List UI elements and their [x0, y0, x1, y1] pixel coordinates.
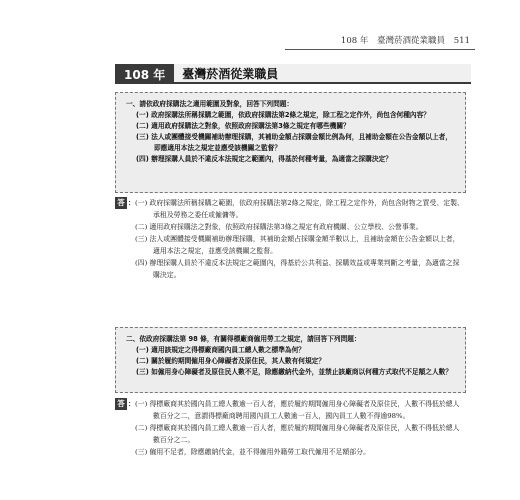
answer-item: (一) 政府採購法所稱採購之範圍，依政府採購法第2條之規定，除工程之定作外，尚包含財物之買受、定製、承租及勞務之委任或僱傭等。	[135, 199, 464, 219]
answer-badge: 答	[115, 197, 127, 209]
question-item: (一) 政府採購法所稱採購之範圍，依政府採購法第2條之規定，除工程之定作外，尚包含何種內容？	[136, 111, 430, 119]
answer-item: (三) 僱用不足者，除應繳納代金，並不得僱用外籍勞工取代僱用不足額部分。	[135, 448, 370, 456]
question-item: (四) 辦理採購人員於不違反本法規定之範圍內，得基於何種考量，為適當之採購決定？	[136, 155, 392, 163]
question-item: (三) 如僱用身心障礙者及原住民人數不足，除應繳納代金外，並禁止該廠商以何種方式取代不足額之人數？	[136, 368, 453, 376]
answer-colon: ：	[128, 399, 135, 408]
section-banner	[115, 64, 471, 84]
header-year: 108 年	[340, 36, 369, 46]
question-box-2	[115, 327, 466, 393]
answer-block-1	[115, 197, 466, 281]
answer-item: (二) 得標廠商其於國內員工總人數逾一百人者，應於履約期間僱用身心障礙者及原住民，人數不得低於總人數百分之二。	[135, 424, 460, 444]
answer-badge: 答	[115, 398, 127, 410]
question-intro: 一、請依政府採購法之適用範圍及對象，回答下列問題：	[126, 100, 294, 108]
header-rule	[285, 49, 475, 50]
question-item: (一) 適用該規定之得標廠商國內員工總人數之標準為何？	[136, 346, 305, 354]
question-item: (三) 法人或團體接受機關補助辦理採購，其補助金額占採購金額比例為何，且補助金額在公告金額以上者，即應適用本法之規定並應受該機關之監督？	[136, 133, 453, 152]
banner-year: 108 年	[115, 64, 174, 84]
running-header	[300, 34, 470, 46]
answer-item: (一) 得標廠商其於國內員工總人數逾一百人者，應於履約期間僱用身心障礙者及原住民，人數不得低於總人數百分之二，意謂得標廠商聘用國內員工人數逾一百人，國內員工人數不得逾98%。	[135, 400, 460, 420]
answer-item: (二) 適用政府採購法之對象，依照政府採購法第3條之規定有政府機關、公立學校、公營事業。	[135, 223, 423, 231]
answer-block-2	[115, 398, 466, 458]
answer-item: (四) 辦理採購人員於不違反本法規定之範圍內，得基於公共利益、採購效益或專業判斷之考量，為適當之採購決定。	[135, 259, 460, 279]
banner-title: 臺灣菸酒從業職員	[174, 64, 471, 84]
question-box-1	[115, 92, 466, 193]
question-item: (二) 適用政府採購法之對象，依照政府採購法第3條之規定有哪些機關？	[136, 122, 350, 130]
question-intro: 二、依政府採購法第 98 條，有關得標廠商僱用勞工之規定，請回答下列問題：	[126, 335, 361, 343]
header-page-number: 511	[453, 36, 470, 46]
answer-item: (三) 法人或團體接受機關補助辦理採購，其補助金額占採購金額半數以上，且補助金額在公告金額以上者，適用本法之規定，並應受該機關之監督。	[135, 235, 460, 255]
answer-colon: ：	[128, 198, 135, 207]
header-title: 臺灣菸酒從業職員	[377, 36, 446, 46]
question-item: (二) 關於履約期間僱用身心障礙者及原住民，其人數有何規定？	[136, 357, 326, 365]
